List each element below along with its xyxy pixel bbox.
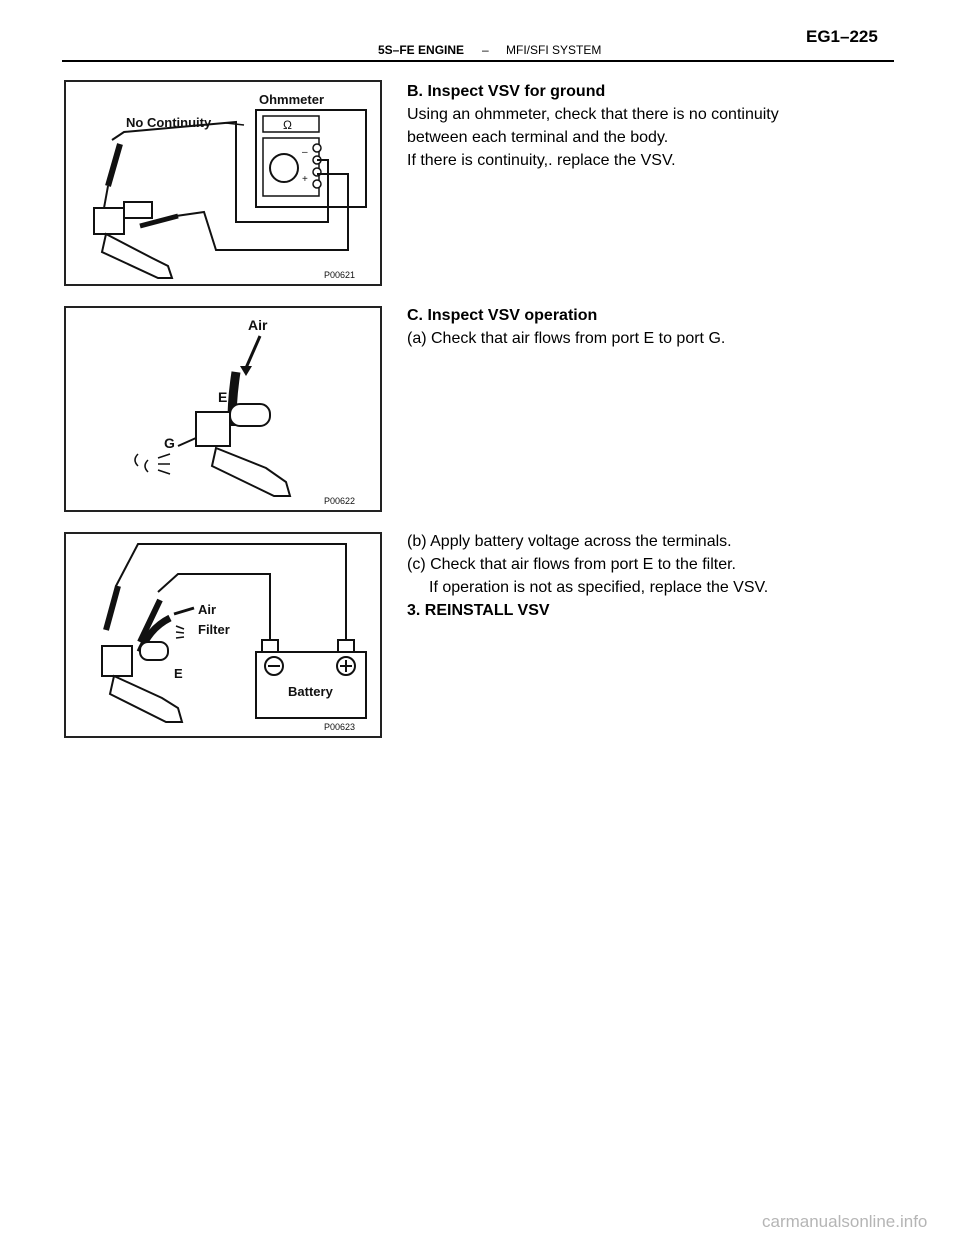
section-battery-check	[407, 530, 907, 622]
figure-id: P00623	[324, 722, 356, 732]
figure-id: P00621	[324, 270, 356, 280]
ohmmeter-dial	[270, 154, 298, 182]
vsv-filter	[230, 404, 270, 426]
figure-battery-check	[64, 532, 382, 738]
battery-illustration	[66, 534, 380, 736]
label-port-e: E	[174, 666, 183, 681]
vsv-filter	[124, 202, 152, 218]
paragraph-line: (c) Check that air flows from port E to the filter.	[407, 556, 736, 573]
section-heading: B. Inspect VSV for ground	[407, 83, 606, 100]
air-arrow	[246, 336, 260, 368]
label-port-g: G	[164, 435, 175, 451]
vsv-body	[102, 646, 132, 676]
vsv-body	[94, 208, 124, 234]
section-heading: C. Inspect VSV operation	[407, 307, 598, 324]
paragraph-line: Using an ohmmeter, check that there is no continuity	[407, 106, 779, 123]
section-inspect-ground	[407, 80, 907, 172]
label-minus: –	[302, 147, 308, 158]
ohmmeter-illustration	[66, 82, 380, 284]
port-g-nozzle	[178, 438, 196, 446]
ohm-symbol: Ω	[283, 118, 292, 132]
header-engine: 5S–FE ENGINE	[378, 43, 465, 57]
label-battery: Battery	[288, 684, 333, 699]
watermark: carmanualsonline.info	[762, 1212, 928, 1231]
figure-id: P00622	[324, 496, 356, 506]
vsv-body	[196, 412, 230, 446]
vsv-bracket	[102, 234, 172, 278]
vsv-operation-illustration	[66, 308, 380, 510]
label-ohmmeter: Ohmmeter	[259, 92, 325, 107]
header-separator: –	[482, 43, 489, 57]
label-plus: +	[302, 174, 308, 185]
label-air: Air	[198, 602, 217, 617]
paragraph-line: If there is continuity,. replace the VSV.	[407, 152, 676, 169]
figure-vsv-operation	[64, 306, 382, 512]
label-filter: Filter	[198, 622, 230, 637]
section-inspect-operation	[407, 304, 907, 350]
vsv-bracket	[110, 676, 182, 722]
label-no-continuity: No Continuity	[126, 115, 212, 130]
header-rule	[62, 60, 894, 62]
label-port-e: E	[218, 389, 228, 405]
paragraph-line: If operation is not as specified, replace the VSV.	[429, 579, 769, 596]
paragraph-line: (a) Check that air flows from port E to port G.	[407, 330, 726, 347]
step-heading: 3. REINSTALL VSV	[407, 602, 550, 619]
paragraph-line: between each terminal and the body.	[407, 129, 669, 146]
vsv-filter	[140, 642, 168, 660]
header-system: MFI/SFI SYSTEM	[506, 43, 602, 57]
page-header	[0, 0, 960, 62]
vsv-bracket	[212, 448, 290, 496]
figure-ohmmeter-check	[64, 80, 382, 286]
paragraph-line: (b) Apply battery voltage across the terminals.	[407, 533, 732, 550]
page-number: EG1–225	[806, 27, 878, 46]
air-out-marks	[135, 454, 138, 466]
label-air: Air	[248, 317, 268, 333]
